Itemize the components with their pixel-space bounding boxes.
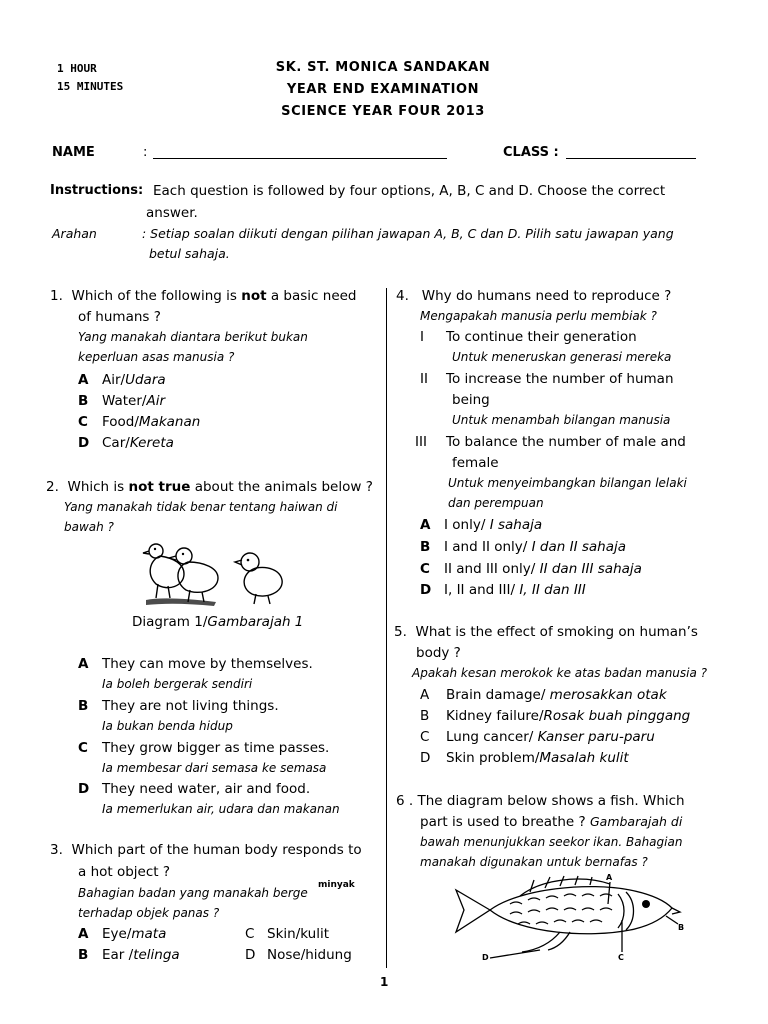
q5-option-a[interactable]: A Brain damage/ merosakkan otak: [420, 687, 667, 703]
q2-option-d-malay: Ia memerlukan air, udara dan makanan: [102, 802, 340, 816]
q1-line2: of humans ?: [78, 309, 161, 325]
question-6: 6 . The diagram below shows a fish. Which: [396, 793, 685, 809]
q5-line2: body ?: [416, 645, 461, 661]
q2-malay-1: Yang manakah tidak benar tentang haiwan di: [64, 500, 338, 514]
arahan-label: Arahan: [52, 226, 97, 241]
q1-text-bold: not: [241, 288, 267, 304]
fish-label-a: A: [606, 873, 613, 882]
instructions-line1: Each question is followed by four options, A, B, C and D. Choose the correct: [153, 183, 666, 199]
chicks-diagram: [138, 538, 298, 608]
q4-statement-ii-malay: Untuk menambah bilangan manusia: [452, 413, 671, 427]
question-5: 5. What is the effect of smoking on human’s: [394, 624, 698, 640]
q2-option-b-malay: Ia bukan benda hidup: [102, 719, 233, 733]
q1-malay-2: keperluan asas manusia ?: [78, 350, 235, 364]
q4-statement-iii-line2: female: [452, 455, 499, 471]
q1-number: 1.: [50, 288, 63, 304]
q1-option-c[interactable]: C Food/Makanan: [78, 414, 201, 430]
fish-label-c: C: [618, 953, 624, 960]
q2-option-c[interactable]: C They grow bigger as time passes.: [78, 740, 330, 756]
q3-superscript: minyak: [318, 880, 355, 890]
q1-text-a: Which of the following is: [71, 288, 242, 304]
q1-option-a[interactable]: A Air/Udara: [78, 372, 166, 388]
fish-diagram: [450, 868, 690, 960]
q4-malay: Mengapakah manusia perlu membiak ?: [420, 309, 657, 323]
class-field[interactable]: [566, 158, 696, 159]
diagram-1-caption: Diagram 1/Gambarajah 1: [132, 614, 304, 630]
q6-malay-1: bawah menunjukkan seekor ikan. Bahagian: [420, 835, 683, 849]
q5-option-c[interactable]: C Lung cancer/ Kanser paru-paru: [420, 729, 655, 745]
q6-malay-2: manakah digunakan untuk bernafas ?: [420, 855, 648, 869]
q4-statement-ii: II To increase the number of human: [420, 371, 674, 387]
q2-option-a[interactable]: A They can move by themselves.: [78, 656, 313, 672]
q4-statement-iii-malay-2: dan perempuan: [448, 496, 544, 510]
q2-option-c-malay: Ia membesar dari semasa ke semasa: [102, 761, 327, 775]
q4-statement-i-malay: Untuk meneruskan generasi mereka: [452, 350, 672, 364]
q3-malay-1: Bahagian badan yang manakah berge: [78, 886, 308, 900]
q4-option-d[interactable]: D I, II and III/ I, II dan III: [420, 582, 586, 598]
duration-hour: 1 HOUR: [57, 62, 97, 75]
q4-statement-iii-malay-1: Untuk menyeimbangkan bilangan lelaki: [448, 476, 687, 490]
q1-text-c: a basic need: [266, 288, 357, 304]
q4-statement-ii-line2: being: [452, 392, 490, 408]
q4-option-b[interactable]: B I and II only/ I dan II sahaja: [420, 539, 626, 555]
instructions-line2: answer.: [146, 205, 198, 221]
fish-label-d: D: [482, 953, 489, 960]
q4-option-c[interactable]: C II and III only/ II dan III sahaja: [420, 561, 642, 577]
question-4: 4. Why do humans need to reproduce ?: [396, 288, 672, 304]
name-field[interactable]: [153, 158, 447, 159]
q6-line2: part is used to breathe ? Gambarajah di: [420, 814, 683, 830]
instructions-label: Instructions:: [50, 183, 144, 198]
q1-option-d[interactable]: D Car/Kereta: [78, 435, 174, 451]
q3-option-a[interactable]: A Eye/mata: [78, 926, 167, 942]
question-3: 3. Which part of the human body responds to: [50, 842, 362, 858]
question-1: [50, 288, 357, 304]
page-number: 1: [380, 975, 389, 989]
q4-statement-i: I To continue their generation: [420, 329, 637, 345]
q1-option-b[interactable]: B Water/Air: [78, 393, 166, 409]
exam-title: YEAR END EXAMINATION: [286, 82, 480, 97]
name-label: NAME: [52, 145, 95, 160]
fish-eye: [642, 900, 650, 908]
arahan-line2: betul sahaja.: [149, 246, 230, 261]
q2-option-a-malay: Ia boleh bergerak sendiri: [102, 677, 253, 691]
q3-option-b[interactable]: B Ear /telinga: [78, 947, 180, 963]
arahan-line1: : Setiap soalan diikuti dengan pilihan jawapan A, B, C dan D. Pilih satu jawapan yang: [142, 226, 674, 241]
q3-option-c[interactable]: C Skin/kulit: [245, 926, 330, 942]
q3-malay-2: terhadap objek panas ?: [78, 906, 220, 920]
q4-statement-iii: III To balance the number of male and: [415, 434, 686, 450]
q1-malay-1: Yang manakah diantara berikut bukan: [78, 330, 308, 344]
subject-title: SCIENCE YEAR FOUR 2013: [281, 104, 485, 119]
column-divider: [386, 288, 387, 968]
fish-label-b: B: [678, 923, 685, 932]
q5-option-b[interactable]: B Kidney failure/Rosak buah pinggang: [420, 708, 691, 724]
q3-line2: a hot object ?: [78, 864, 171, 880]
q5-option-d[interactable]: D Skin problem/Masalah kulit: [420, 750, 629, 766]
q2-option-d[interactable]: D They need water, air and food.: [78, 781, 311, 797]
q2-option-b[interactable]: B They are not living things.: [78, 698, 279, 714]
q2-malay-2: bawah ?: [64, 520, 114, 534]
name-separator: :: [143, 145, 148, 160]
q5-malay: Apakah kesan merokok ke atas badan manusia ?: [412, 666, 708, 680]
q4-option-a[interactable]: A I only/ I sahaja: [420, 517, 543, 533]
school-name: SK. ST. MONICA SANDAKAN: [275, 60, 491, 75]
question-2: 2. Which is not true about the animals below ?: [46, 479, 373, 495]
duration-minutes: 15 MINUTES: [57, 80, 124, 93]
class-label: CLASS :: [503, 145, 559, 160]
q3-option-d[interactable]: D Nose/hidung: [245, 947, 352, 963]
